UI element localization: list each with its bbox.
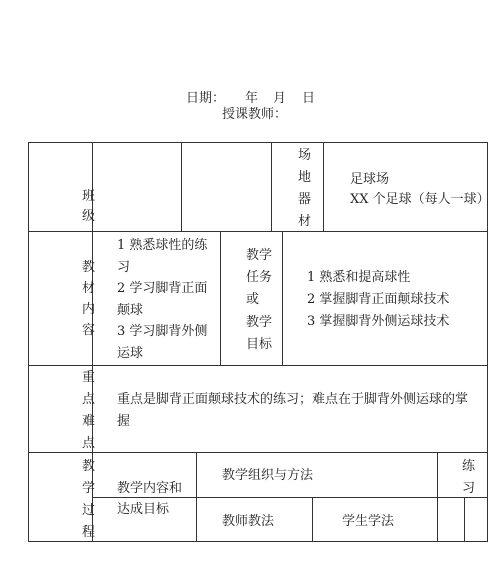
process-label: 学	[82, 481, 96, 496]
task-label: 教学	[246, 315, 273, 330]
process-label: 程	[82, 525, 96, 540]
content-label-4: 容	[82, 323, 96, 338]
month-label: 月	[273, 91, 287, 106]
practice-header-cont: 习	[462, 481, 476, 496]
venue-label-3: 器	[298, 192, 312, 207]
task-label: 教学	[246, 248, 273, 263]
content-label-3: 内	[82, 302, 96, 317]
key-label: 难	[82, 414, 96, 429]
key-label: 点	[82, 392, 96, 407]
key-label: 点	[82, 436, 96, 451]
date-label: 日期：	[186, 91, 226, 106]
venue-label-1: 场	[298, 148, 312, 163]
goal-item: 1 熟悉和提高球性	[307, 270, 411, 285]
equipment-field: XX 个足球（每人一球）	[350, 192, 490, 207]
key-label: 重	[82, 370, 96, 385]
task-label: 目标	[246, 337, 273, 352]
content-label-1: 教	[82, 260, 96, 275]
goal-item: 3 掌握脚背外侧运球技术	[307, 314, 450, 329]
teacher-label: 授课教师：	[222, 107, 288, 122]
task-label: 任务	[246, 270, 273, 285]
content-item: 1 熟悉球性的练	[117, 238, 208, 253]
key-text: 重点是脚背正面颠球技术的练习；难点在于脚背外侧运球的掌	[117, 392, 469, 407]
day-label: 日	[302, 91, 316, 106]
content-item: 运球	[117, 346, 144, 361]
class-label-2: 级	[82, 209, 96, 224]
content-label-2: 材	[82, 281, 96, 296]
content-item: 2 学习脚背正面	[117, 281, 208, 296]
content-item: 颠球	[117, 303, 144, 318]
content-item: 习	[117, 260, 131, 275]
student-method-header: 学生学法	[342, 514, 395, 529]
class-label-1: 班	[82, 189, 96, 204]
goal-item: 2 掌握脚背正面颠球技术	[307, 292, 450, 307]
venue-field: 足球场	[350, 172, 390, 187]
practice-header: 练	[462, 459, 476, 474]
content-goal-header: 教学内容和	[117, 481, 183, 496]
key-text-cont: 握	[117, 414, 131, 429]
content-goal-header-cont: 达成目标	[117, 502, 170, 517]
task-label: 或	[246, 292, 260, 307]
teacher-method-header: 教师教法	[222, 514, 275, 529]
venue-label-4: 材	[298, 214, 312, 229]
process-label: 过	[82, 503, 96, 518]
org-method-header: 教学组织与方法	[222, 468, 314, 483]
venue-label-2: 地	[298, 170, 312, 185]
process-label: 教	[82, 459, 96, 474]
year-label: 年	[245, 91, 259, 106]
content-item: 3 学习脚背外侧	[117, 324, 208, 339]
